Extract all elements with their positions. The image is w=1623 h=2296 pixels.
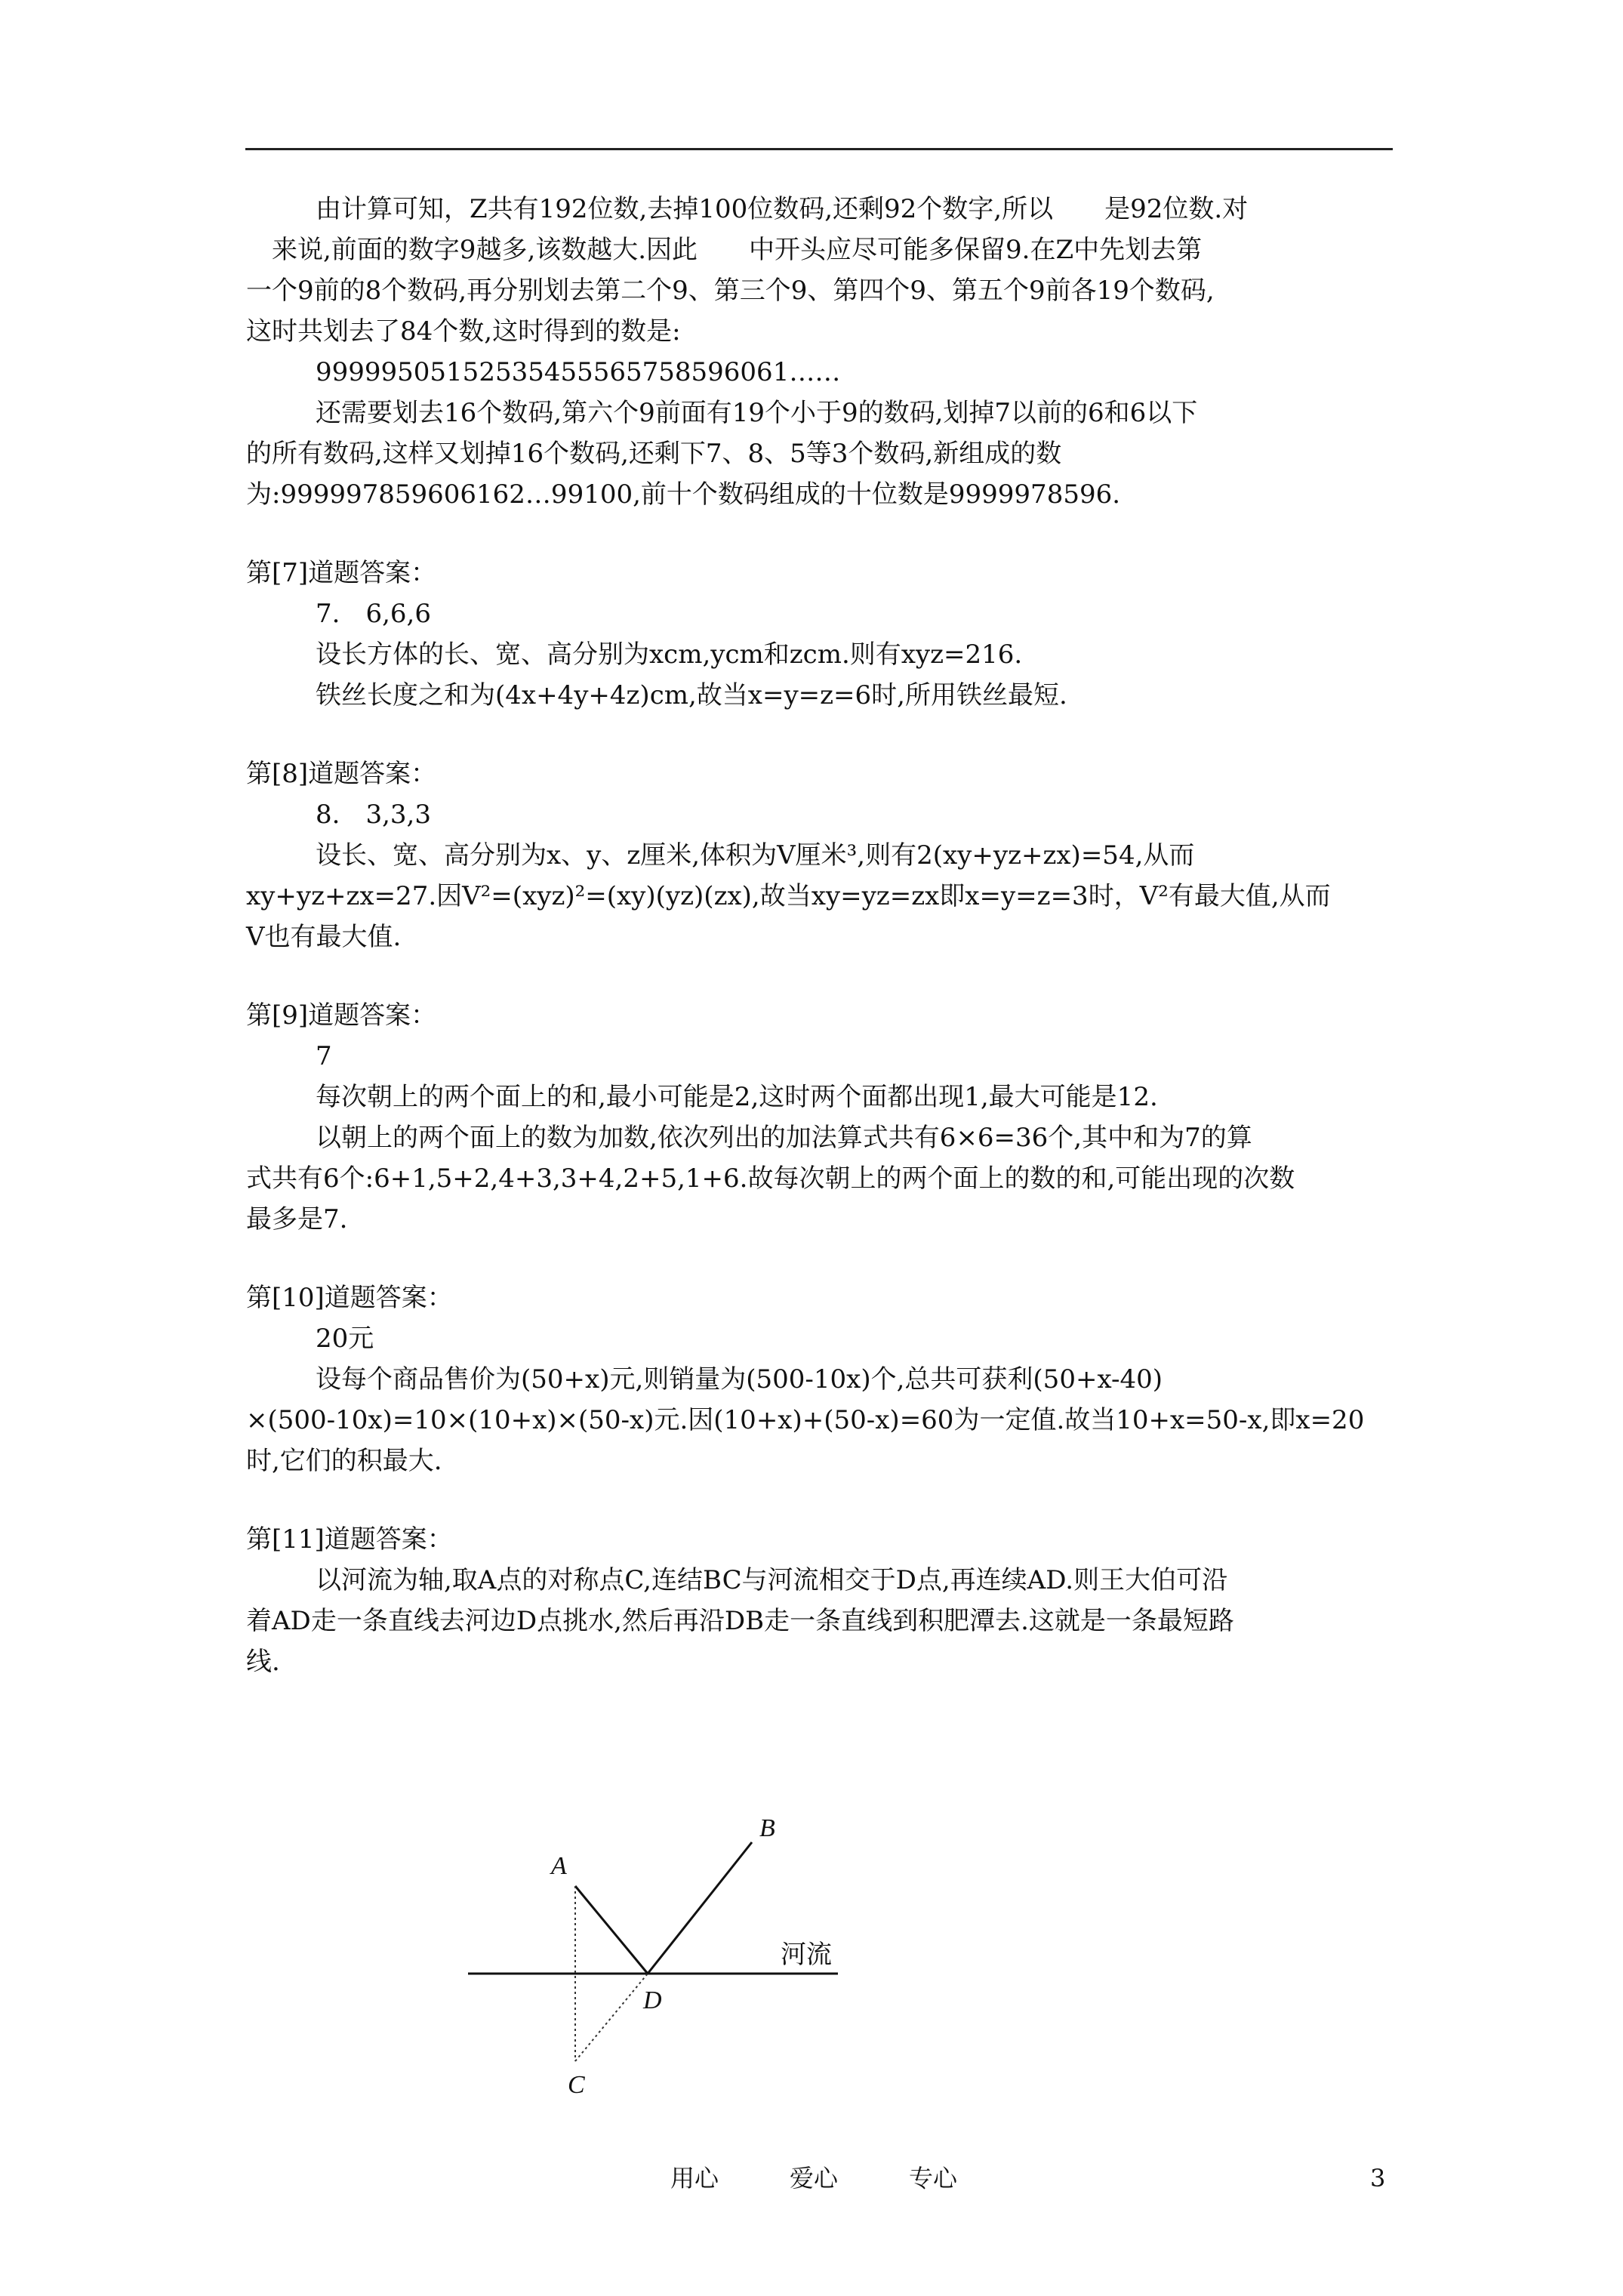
text-line: 的所有数码,这样又划掉16个数码,还剩下7、8、5等3个数码,新组成的数 (246, 439, 1062, 469)
digit-string: 99999505152535455565758596061…… (316, 357, 841, 387)
text-line: 线. (246, 1647, 280, 1677)
segment-cd-dotted (575, 1974, 648, 2061)
text-line: 7. 6,6,6 (316, 599, 431, 629)
text-line: 设每个商品售价为(50+x)元,则销量为(500-10x)个,总共可获利(50+x-40) (316, 1364, 1163, 1395)
text-line: 以河流为轴,取A点的对称点C,连结BC与河流相交于D点,再连续AD.则王大伯可沿 (316, 1565, 1228, 1595)
point-b-label: B (759, 1814, 775, 1842)
header-rule (245, 148, 1393, 150)
segment-db (648, 1842, 752, 1974)
footer-motto (670, 2159, 957, 2197)
text-line: 每次朝上的两个面上的和,最小可能是2,这时两个面都出现1,最大可能是12. (316, 1082, 1158, 1112)
text-line: V也有最大值. (246, 922, 402, 952)
text-line: xy+yz+zx=27.因V²=(xyz)²=(xy)(yz)(zx),故当xy=yz=zx即x=y=z=3时，V²有最大值,从而 (246, 881, 1331, 911)
text-line: ×(500-10x)=10×(10+x)×(50-x)元.因(10+x)+(50-x)=60为一定值.故当10+x=50-x,即x=20 (246, 1405, 1365, 1435)
answer-heading: 第[7]道题答案： (246, 558, 437, 588)
point-d-label: D (643, 1986, 662, 2014)
text-line: 为:999997859606162…99100,前十个数码组成的十位数是9999978596. (246, 479, 1121, 510)
text-line: 式共有6个:6+1,5+2,4+3,3+4,2+5,1+6.故每次朝上的两个面上的数的和,可能出现的次数 (246, 1163, 1295, 1194)
text-line: 由计算可知，Z共有192位数,去掉100位数码,还剩92个数字,所以 是92位数.对 (316, 194, 1249, 224)
segment-ad (575, 1886, 648, 1974)
text-line: 一个9前的8个数码,再分别划去第二个9、第三个9、第四个9、第五个9前各19个数码, (246, 276, 1215, 306)
text-line: 最多是7. (246, 1204, 348, 1234)
text-line: 8. 3,3,3 (316, 800, 431, 830)
text-line: 设长方体的长、宽、高分别为xcm,ycm和zcm.则有xyz=216. (316, 639, 1023, 670)
solution-6-continued (246, 189, 1394, 515)
text-line: 这时共划去了84个数,这时得到的数是: (246, 316, 681, 347)
text-line: 着AD走一条直线去河边D点挑水,然后再沿DB走一条直线到积肥潭去.这就是一条最短路 (246, 1606, 1234, 1636)
page-content (246, 189, 1394, 1682)
answer-8 (246, 754, 1394, 957)
point-c-label: C (568, 2071, 585, 2099)
answer-11 (246, 1519, 1394, 1682)
answer-9 (246, 995, 1394, 1240)
answer-10 (246, 1277, 1394, 1481)
motto-item: 用心 (670, 2164, 719, 2193)
answer-7 (246, 553, 1394, 716)
answer-heading: 第[9]道题答案： (246, 1000, 437, 1031)
point-a-label: A (551, 1852, 567, 1880)
answer-heading: 第[10]道题答案： (246, 1283, 453, 1313)
answer-heading: 第[8]道题答案： (246, 759, 437, 789)
text-line: 还需要划去16个数码,第六个9前面有19个小于9的数码,划掉7以前的6和6以下 (316, 398, 1198, 428)
text-line: 时,它们的积最大. (246, 1446, 442, 1476)
text-line: 来说,前面的数字9越多,该数越大.因此 中开头应尽可能多保留9.在Z中先划去第 (246, 235, 1203, 265)
text-line: 7 (316, 1041, 332, 1071)
page-number: 3 (1370, 2164, 1386, 2193)
page-footer (0, 2159, 1623, 2197)
river-diagram (453, 1812, 876, 2099)
text-line: 20元 (316, 1324, 374, 1354)
text-line: 以朝上的两个面上的数为加数,依次列出的加法算式共有6×6=36个,其中和为7的算 (316, 1123, 1252, 1153)
text-line: 铁丝长度之和为(4x+4y+4z)cm,故当x=y=z=6时,所用铁丝最短. (316, 680, 1067, 710)
motto-item: 爱心 (789, 2164, 838, 2193)
answer-heading: 第[11]道题答案： (246, 1524, 453, 1555)
river-label: 河流 (781, 1940, 832, 1970)
motto-item: 专心 (908, 2164, 957, 2193)
text-line: 设长、宽、高分别为x、y、z厘米,体积为V厘米³,则有2(xy+yz+zx)=54,从而 (316, 840, 1195, 871)
